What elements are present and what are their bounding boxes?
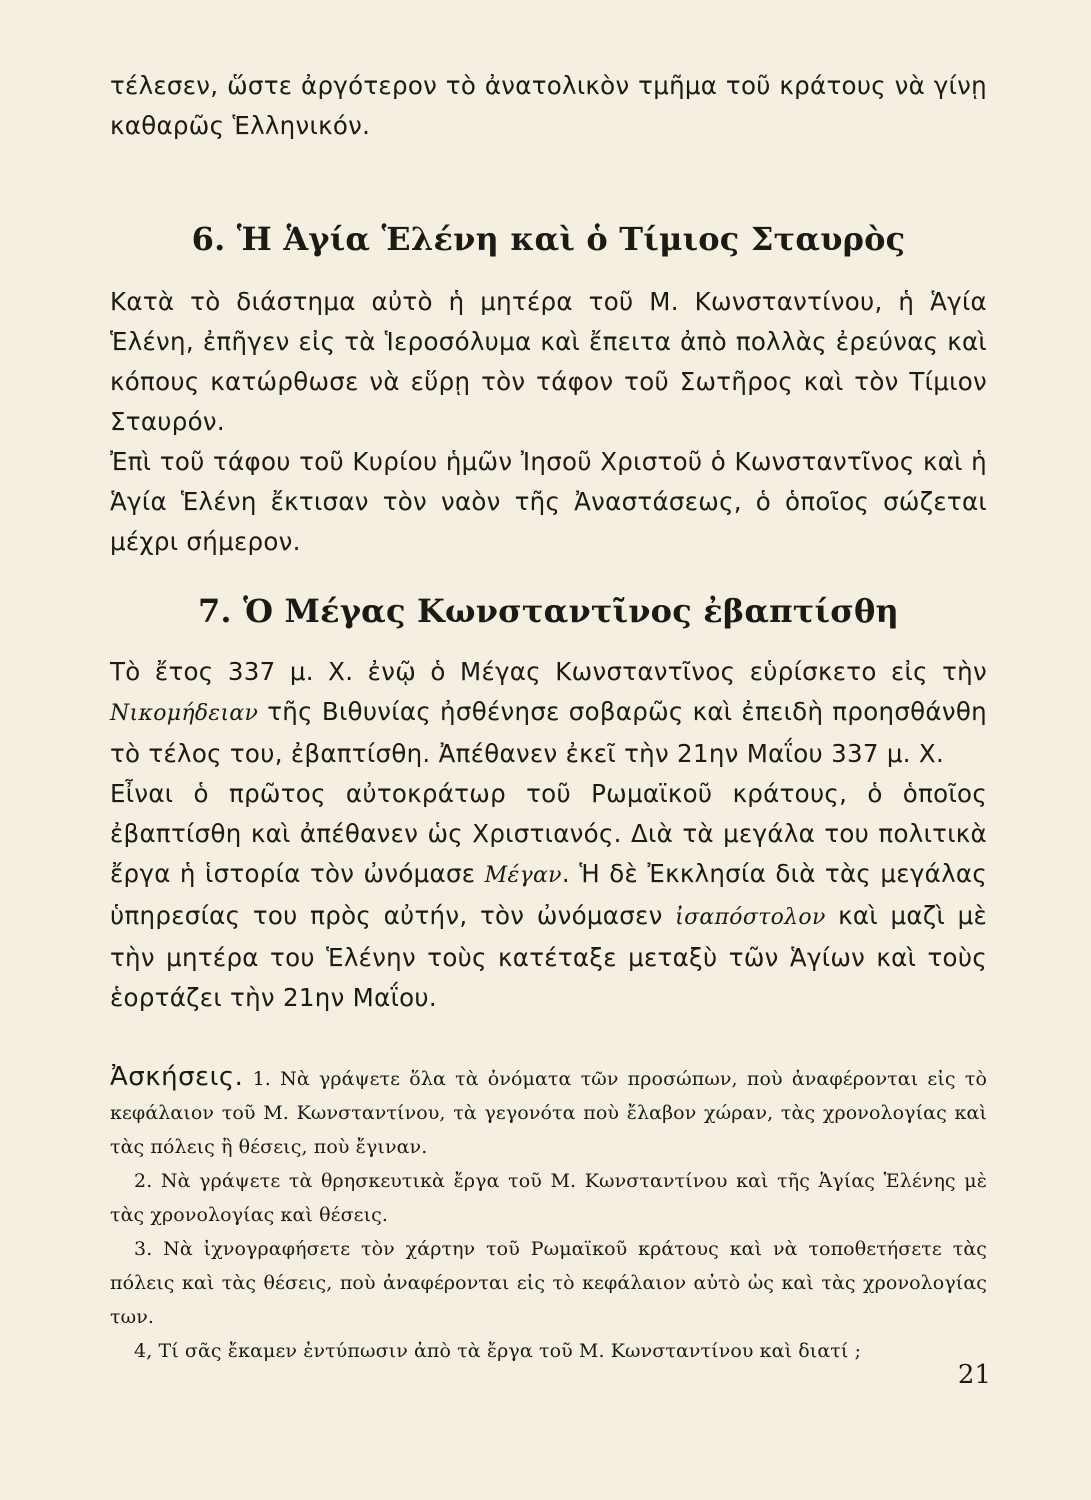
section-7-p2-italic-1: Μέγαν	[484, 863, 562, 888]
section-7-paragraph-1	[110, 652, 987, 774]
intro-paragraph: τέλεσεν, ὥστε ἀργότερον τὸ ἀνατολικὸν τμῆμα τοῦ κράτους νὰ γίνῃ καθαρῶς Ἑλληνικόν.	[110, 71, 987, 140]
section-6-title: 6. Ἡ Ἁγία Ἑλένη καὶ ὁ Τίμιος Σταυρὸς	[191, 220, 906, 258]
section-7-paragraph-2	[110, 774, 987, 1018]
exercise-3: 3. Νὰ ἰχνογραφήσετε τὸν χάρτην τοῦ Ρωμαϊκοῦ κράτους καὶ νὰ τοποθετήσετε τὰς πόλεις καὶ τὰς θέσεις, ποὺ ἀναφέρονται εἰς τὸ κεφάλαιον αὐτὸ ὡς καὶ τὰς χρονολογίας των.	[110, 1238, 987, 1328]
exercises-block	[110, 1060, 987, 1368]
section-7-p1-part-b: τῆς Βιθυνίας ἠσθένησε σοβαρῶς καὶ ἐπειδὴ προησθάνθη τὸ τέλος του, ἐβαπτίσθη. Ἀπέθανεν ἐκεῖ τὴν 21ην Μαΐου 337 μ. Χ.	[110, 697, 987, 768]
exercise-4: 4, Τί σᾶς ἔκαμεν ἐντύπωσιν ἀπὸ τὰ ἔργα τοῦ Μ. Κωνσταντίνου καὶ διατί ;	[134, 1340, 862, 1362]
exercises-heading: Ἀσκήσεις.	[110, 1062, 244, 1092]
section-7-title: 7. Ὁ Μέγας Κωνσταντῖνος ἐβαπτίσθη	[197, 592, 900, 630]
section-7-p2-part-b: . Ἡ δὲ Ἐκκλησία διὰ τὰς μεγάλας ὑπηρεσίας του πρὸς αὐτήν, τὸν ὠνόμασεν	[110, 859, 987, 930]
section-7-p2-part-a: Εἶναι ὁ πρῶτος αὐτοκράτωρ τοῦ Ρωμαϊκοῦ κράτους, ὁ ὁποῖος ἐβαπτίσθη καὶ ἀπέθανεν ὡς Χριστιανός. Διὰ τὰ μεγάλα του πολιτικὰ ἔργα ἡ ἱστορία τὸν ὠνόμασε	[110, 779, 987, 888]
section-7-p2-italic-2: ἰσαπόστολον	[675, 905, 826, 930]
section-7-p1-italic: Νικομήδειαν	[110, 701, 259, 726]
page-number: 21	[957, 1360, 991, 1390]
section-7-p2-part-c: καὶ μαζὶ μὲ τὴν μητέρα του Ἑλένην τοὺς κατέταξε μεταξὺ τῶν Ἁγίων καὶ τοὺς ἑορτάζει τὴν 21ην Μαΐου.	[110, 901, 988, 1012]
exercise-1	[110, 1060, 987, 1164]
exercise-2: 2. Νὰ γράψετε τὰ θρησκευτικὰ ἔργα τοῦ Μ. Κωνσταντίνου καὶ τῆς Ἁγίας Ἑλένης μὲ τὰς χρονολογίας καὶ θέσεις.	[110, 1170, 987, 1226]
section-7-p1-part-a: Τὸ ἔτος 337 μ. Χ. ἐνῷ ὁ Μέγας Κωνσταντῖνος εὑρίσκετο εἰς τὴν	[110, 657, 987, 686]
exercise-1-text: 1. Νὰ γράψετε ὅλα τὰ ὀνόματα τῶν προσώπων, ποὺ ἀναφέρονται εἰς τὸ κεφάλαιον τοῦ Μ. Κωνσταντίνου, τὰ γεγονότα ποὺ ἔλαβον χώραν, τὰς χρονολογίας καὶ τὰς πόλεις ἢ θέσεις, ποὺ ἔγιναν.	[110, 1068, 987, 1158]
section-6-paragraph-1: Κατὰ τὸ διάστημα αὐτὸ ἡ μητέρα τοῦ Μ. Κωνσταντίνου, ἡ Ἁγία Ἑλένη, ἐπῆγεν εἰς τὰ Ἱεροσόλυμα καὶ ἔπειτα ἀπὸ πολλὰς ἐρεύνας καὶ κόπους κατώρθωσε νὰ εὕρῃ τὸν τάφον τοῦ Σωτῆρος καὶ τὸν Τίμιον Σταυρόν.	[110, 287, 987, 436]
section-6-paragraph-2: Ἐπὶ τοῦ τάφου τοῦ Κυρίου ἡμῶν Ἰησοῦ Χριστοῦ ὁ Κωνσταντῖνος καὶ ἡ Ἁγία Ἑλένη ἔκτισαν τὸν ναὸν τῆς Ἀναστάσεως, ὁ ὁποῖος σώζεται μέχρι σήμερον.	[110, 447, 987, 556]
